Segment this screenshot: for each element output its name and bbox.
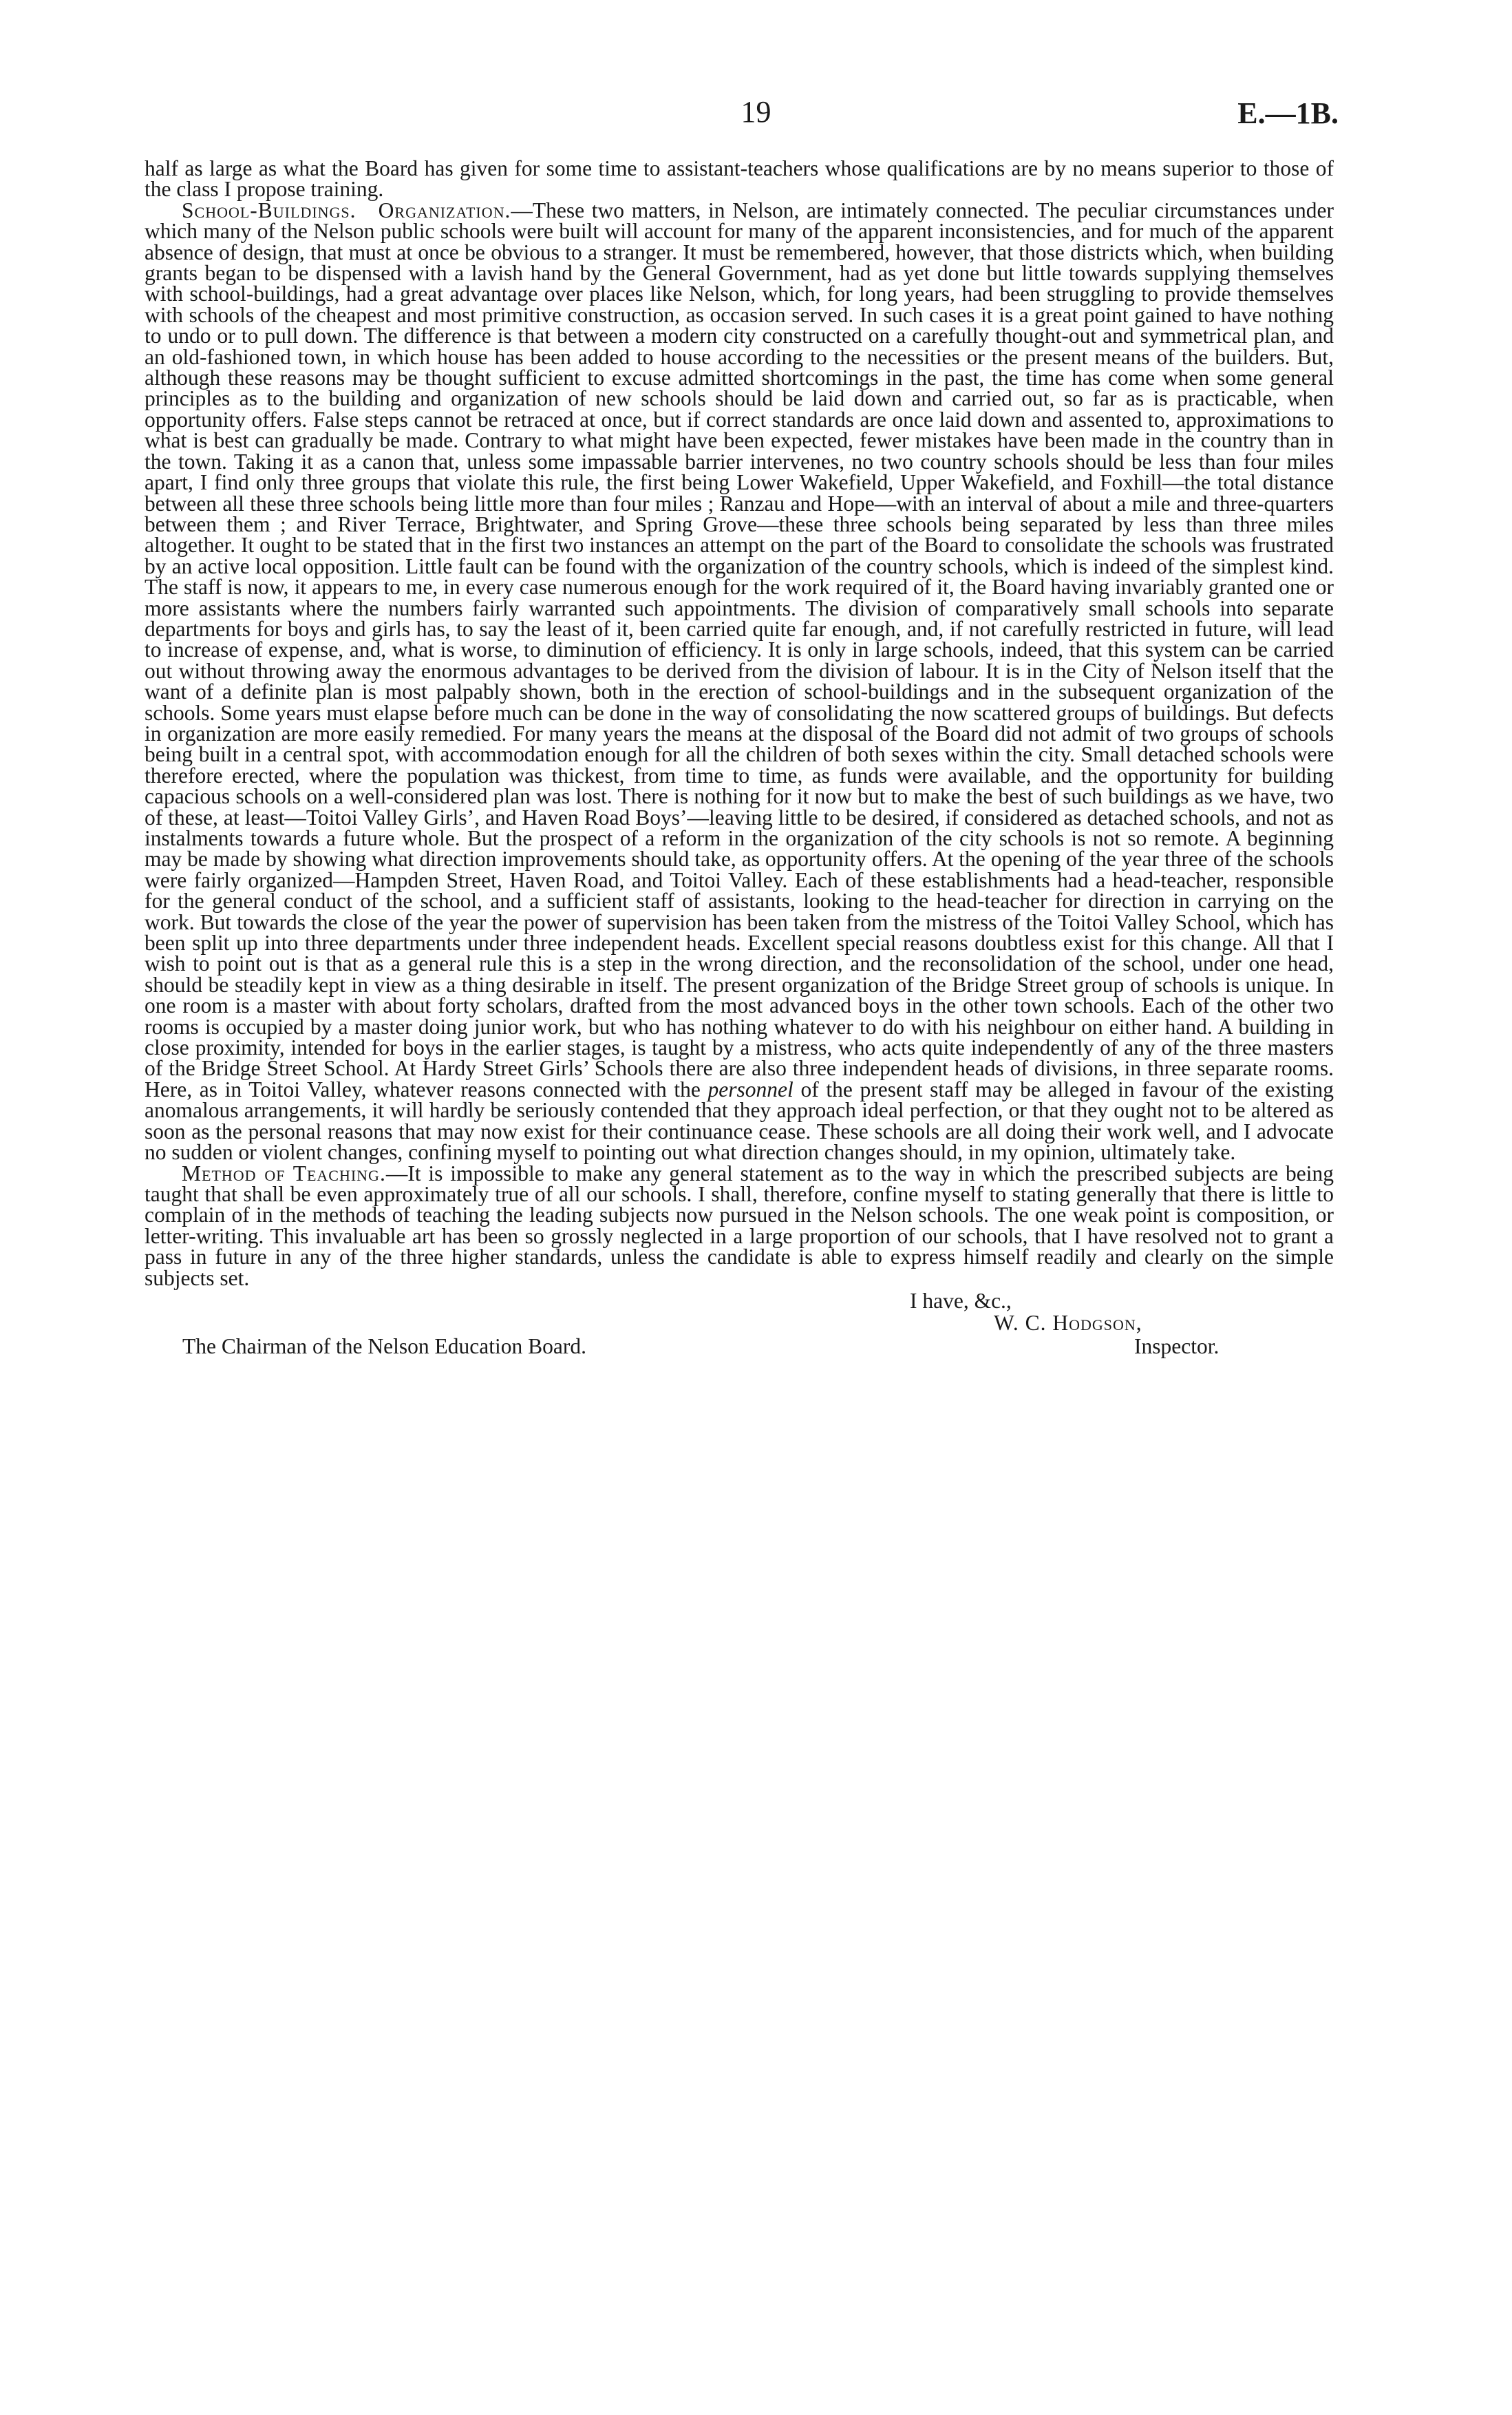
paragraph-text: —These two matters, in Nelson, are intimately connected. The peculiar circumstances under which many of the Nelson public schools were built will account for many of the apparent inconsistencies, and for much of the apparent absence of design, that must at once be obvious to a stranger. It must be remembered, however, that those districts which, when building grants began to be dispensed with a lavish hand by the General Government, had as yet done but little towards supplying themselves with school-buildings, had a great advantage over places like Nelson, which, for long years, had been struggling to provide themselves with schools of the cheapest and most primitive construction, as occasion served. In such cases it is a great point gained to have nothing to undo or to pull down. The difference is that between a modern city constructed on a carefully thought-out and symmetrical plan, and an old-fashioned town, in which house has been added to house according to the necessities or the present means of the builders. But, although these reasons may be thought sufficient to excuse admitted shortcomings in the past, the time has come when some general principles as to the building and organization of new schools should be laid down and carried out, so far as is practicable, when opportunity offers. False steps cannot be retraced at once, but if correct standards are once laid down and assented to, approximations to what is best can gradually be made. Contrary to what might have been expected, fewer mistakes have been made in the country than in the town. Taking it as a canon that, unless some impassable barrier intervenes, no two country schools should be less than four miles apart, I find only three groups that violate this rule, the first being Lower Wakefield, Upper Wakefield, and Foxhill—the total distance between all these three schools being little more than four miles ; Ranzau and Hope—with an interval of about a mile and three-quarters between them ; and River Terrace, Brightwater, and Spring Grove—these three schools being separated by less than three miles altogether. It ought to be stated that in the first two instances an attempt on the part of the Board to consolidate the schools was frustrated by an active local opposition. Little fault can be found with the organization of the country schools, which is indeed of the simplest kind. The staff is now, it appears to me, in every case numerous enough for the work required of it, the Board having invariably granted one or more assistants where the numbers fairly warranted such appointments. The division of comparatively small schools into separate departments for boys and girls has, to say the least of it, been carried quite far enough, and, if not carefully restricted in future, will lead to increase of expense, and, what is worse, to diminution of efficiency. It is only in large schools, indeed, that this system can be carried out without throwing away the enormous advantages to be derived from the division of labour. It is in the City of Nelson itself that the want of a definite plan is most palpably shown, both in the erection of school-buildings and in the subsequent organization of the schools. Some years must elapse before much can be done in the way of consolidating the now scattered groups of buildings. But defects in organization are more easily remedied. For many years the means at the disposal of the Board did not admit of two groups of schools being built in a central spot, with accommodation enough for all the children of both sexes within the city. Small detached schools were therefore erected, where the population was thickest, from time to time, as funds were available, and the opportunity for building capacious schools on a well-considered plan was lost. There is nothing for it now but to make the best of such buildings as we have, two of these, at least—Toitoi Valley Girls’, and Haven Road Boys’—leaving little to be desired, if considered as detached schools, and not as instalments towards a future whole. But the prospect of a reform in the organization of the city schools is not so remote. A beginning may be made by showing what direction improvements should take, as opportunity offers. At the opening of the year three of the schools were fairly organized—Hampden Street, Haven Road, and Toitoi Valley. Each of these establishments had a head-teacher, responsible for the general conduct of the school, and a sufficient staff of assistants, looking to the head-teacher for direction in carrying on the work. But towards the close of the year the power of supervision has been taken from the mistress of the Toitoi Valley School, which has been split up into three departments under three independent heads. Excellent special reasons doubtless exist for this change. All that I wish to point out is that as a general rule this is a step in the wrong direction, and the reconsolidation of the school, under one head, should be steadily kept in view as a thing desirable in itself. The present organization of the Bridge Street group of schools is unique. In one room is a master with about forty scholars, drafted from the most advanced boys in the other town schools. Each of the other two rooms is occupied by a master doing junior work, but who has nothing whatever to do with his neighbour on either hand. A building in close proximity, intended for boys in the earlier stages, is taught by a mistress, who acts quite independently of any of the three masters of the Bridge Street School. At Hardy Street Girls’ Schools there are also three independent heads of divisions, in three separate rooms. Here, as in Toitoi Valley, whatever reasons connected with the [145, 198, 1334, 1101]
paragraph-text-end: of the present staff may be alleged in favour of the existing anomalous arrangements, it will hardly be seriously contended that they approach ideal perfection, or that they ought not to be altered as soon as the personal reasons that may now exist for their continuance cease. These schools are all doing their work well, and I advocate no sudden or violent changes, confining myself to pointing out what direction changes should, in my opinion, ultimately take. [145, 1077, 1334, 1165]
paragraph-school-buildings [145, 200, 1334, 1163]
report-body [145, 158, 1334, 1289]
paragraph-continuation: half as large as what the Board has given for some time to assistant-teachers whose qualifications are by no means superior to those of the class I propose training. [145, 156, 1334, 202]
salutation: I have, &c., [910, 1289, 1012, 1313]
page-number: 19 [741, 95, 771, 129]
paragraph-method-of-teaching [145, 1163, 1334, 1289]
italic-term: personnel [707, 1077, 794, 1101]
addressee: The Chairman of the Nelson Education Board. [182, 1334, 586, 1358]
signature-name: W. C. Hodgson, [994, 1311, 1142, 1335]
signature-title: Inspector. [1134, 1334, 1220, 1358]
section-heading-organization: Organization. [378, 198, 511, 222]
paragraph-text: —It is impossible to make any general statement as to the way in which the prescribed subjects are being taught that shall be even approximately true of all our schools. I shall, therefore, confine myself to stating generally that there is little to complain of in the methods of teaching the leading subjects now pursued in the Nelson schools. The one weak point is composition, or letter-writing. This invaluable art has been so grossly neglected in a large proportion of our schools, that I have resolved not to grant a pass in future in any of the three higher standards, unless the candidate is able to express himself readily and clearly on the simple subjects set. [145, 1161, 1334, 1290]
section-heading-school-buildings: School-Buildings. [182, 198, 356, 222]
section-heading-method-of-teaching: Method of Teaching. [182, 1161, 386, 1185]
document-reference: E.—1B. [1237, 96, 1339, 130]
